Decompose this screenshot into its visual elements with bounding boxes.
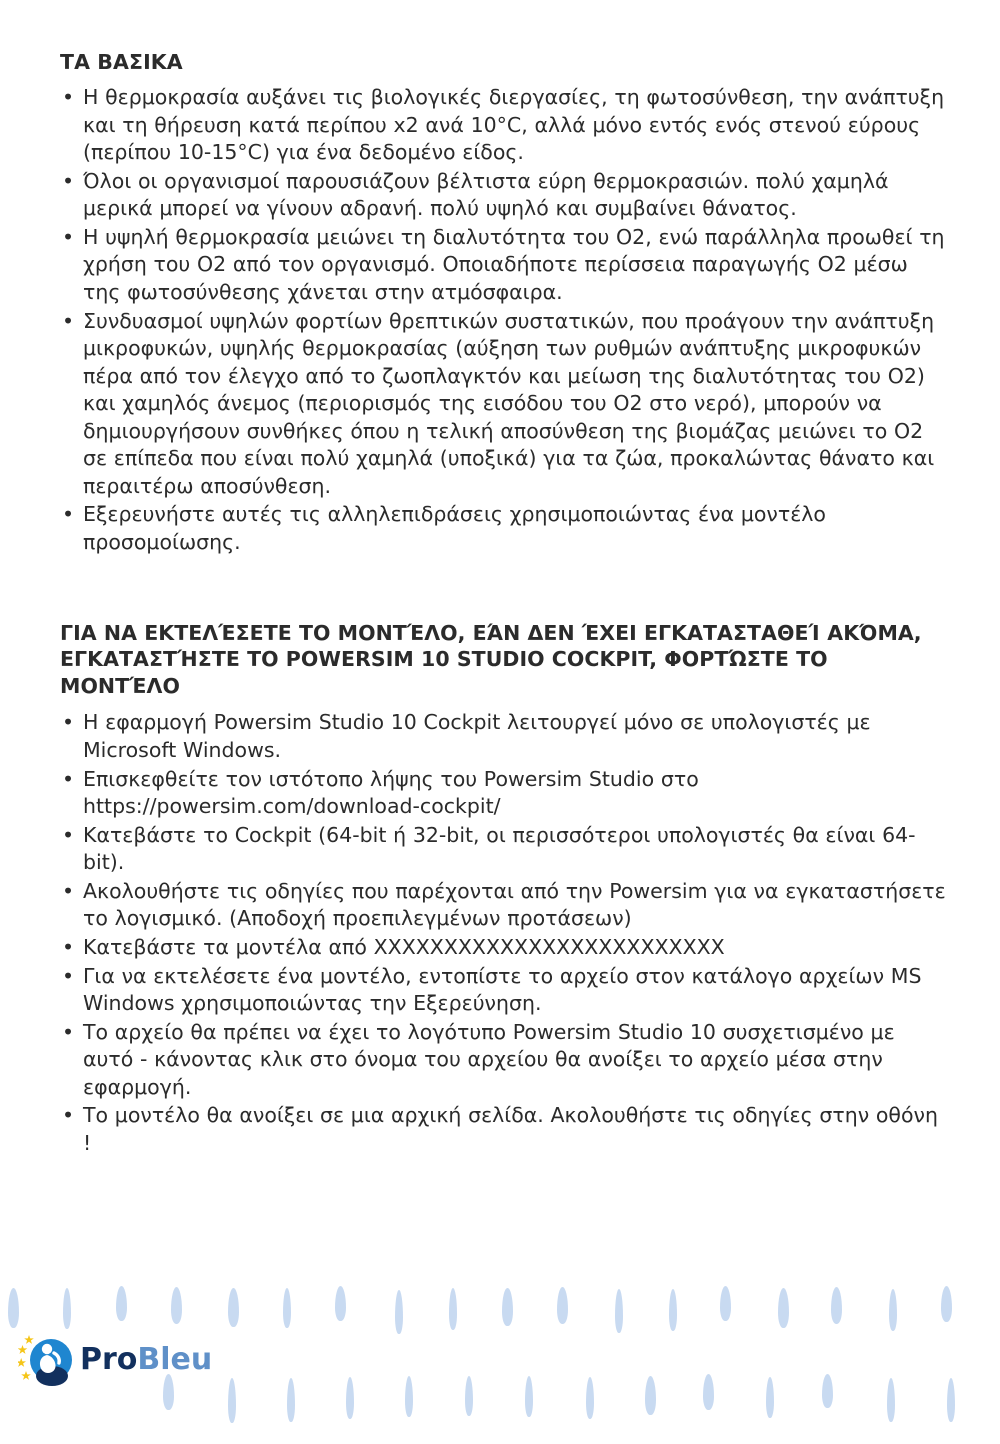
water-droplet-icon [557,1287,568,1324]
water-droplet-icon [116,1286,127,1321]
water-droplet-icon [703,1374,714,1409]
water-droplet-icon [941,1286,952,1322]
footer-decoration [0,1244,1000,1444]
water-droplet-icon [720,1286,731,1321]
list-item: • Συνδυασμοί υψηλών φορτίων θρεπτικών συστατικών, που προάγουν την ανάπτυξη μικροφυκών, υψηλής θερμοκρασίας (αύξηση των ρυθμών ανάπτυξης μικροφυκών πέρα από τον έλεγχο από το ζωοπλαγκτόν και μείωση της διαλυτότητας του Ο2) και χαμηλός άνεμος (περιορισμός της εισόδου του Ο2 στο νερό), μπορούν να δημιουργήσουν συνθήκες όπου η τελική αποσύνθεση της βιομάζας μειώνει το Ο2 σε επίπεδα που είναι πολύ χαμηλά (υποξικά) για τα ζώα, προκαλώντας θάνατο και περαιτέρω αποσύνθεση. [60,308,950,501]
water-droplet-icon [8,1288,19,1328]
list-item: • Ακολουθήστε τις οδηγίες που παρέχονται από την Powersim για να εγκαταστήσετε το λογισμικό. (Αποδοχή προεπιλεγμένων προτάσεων) [60,878,950,933]
section-spacer [60,558,950,620]
list-item: • Για να εκτελέσετε ένα μοντέλο, εντοπίστε το αρχείο στον κατάλογο αρχείων MS Windows χρησιμοποιώντας την Εξερεύνηση. [60,963,950,1018]
water-droplet-icon [171,1287,182,1324]
water-droplet-icon [615,1289,623,1332]
water-droplet-icon [766,1377,774,1418]
water-droplet-icon [287,1378,295,1422]
document-content [60,50,950,1158]
logo-text-pro: Pro [80,1342,138,1377]
water-droplet-icon [947,1378,955,1422]
list-item: • Κατεβάστε το Cockpit (64-bit ή 32-bit, οι περισσότεροι υπολογιστές θα είναι 64-bit). [60,822,950,877]
list-item: • Η υψηλή θερμοκρασία μειώνει τη διαλυτότητα του Ο2, ενώ παράλληλα προωθεί τη χρήση του Ο2 από τον οργανισμό. Οποιαδήποτε περίσσεια παραγωγής Ο2 μέσω της φωτοσύνθεσης χάνεται στην ατμόσφαιρα. [60,224,950,307]
water-droplet-icon [283,1288,291,1328]
list-item: • Εξερευνήστε αυτές τις αλληλεπιδράσεις χρησιμοποιώντας ένα μοντέλο προσομοίωσης. [60,501,950,556]
logo-text-bleu: Bleu [137,1342,213,1377]
water-droplet-icon [669,1289,677,1331]
list-item: • Η εφαρμογή Powersim Studio 10 Cockpit λειτουργεί μόνο σε υπολογιστές με Microsoft Windows. [60,709,950,764]
water-droplet-icon [645,1376,656,1415]
list-item: • Όλοι οι οργανισμοί παρουσιάζουν βέλτιστα εύρη θερμοκρασιών. πολύ χαμηλά μερικά μπορεί να γίνουν αδρανή. πολύ υψηλό και συμβαίνει θάνατος. [60,168,950,223]
water-droplet-icon [228,1288,239,1327]
water-droplet-icon [335,1286,346,1321]
water-droplet-icon [502,1288,513,1327]
water-droplet-icon [449,1288,457,1329]
water-droplet-icon [586,1377,594,1419]
section-title-basics: ΤΑ ΒΑΣΙΚΑ [60,50,183,74]
water-droplet-icon [525,1376,533,1417]
section-title-run-model: ΓΙΑ ΝΑ ΕΚΤΕΛΈΣΕΤΕ ΤΟ ΜΟΝΤΈΛΟ, ΕΆΝ ΔΕΝ ΈΧΕΙ ΕΓΚΑΤΑΣΤΑΘΕΊ ΑΚΌΜΑ, ΕΓΚΑΤΑΣΤΉΣΤΕ ΤΟ POWERSIM 10 STUDIO COCKPIT, ΦΟΡΤΏΣΤΕ ΤΟ ΜΟΝΤΈΛΟ [60,620,922,698]
water-droplet-icon [889,1289,897,1331]
water-droplet-icon [887,1378,895,1422]
list-item: • Η θερμοκρασία αυξάνει τις βιολογικές διεργασίες, τη φωτοσύνθεση, την ανάπτυξη και τη θήρευση κατά περίπου x2 ανά 10°C, αλλά μόνο εντός ενός στενού εύρους (περίπου 10-15°C) για ένα δεδομένο είδος. [60,84,950,167]
water-droplet-icon [465,1376,473,1416]
water-droplet-icon [831,1287,842,1324]
list-item: • Το μοντέλο θα ανοίξει σε μια αρχική σελίδα. Ακολουθήστε τις οδηγίες στην οθόνη ! [60,1102,950,1157]
list-item: • Επισκεφθείτε τον ιστότοπο λήψης του Powersim Studio στο https://powersim.com/download-cockpit/ [60,766,950,821]
water-droplet-icon [822,1374,833,1408]
water-droplet-icon [778,1288,789,1328]
water-droplet-icon [395,1290,403,1335]
pro-bleu-emblem-icon [18,1330,78,1390]
water-droplet-icon [346,1377,354,1419]
list-item: • Το αρχείο θα πρέπει να έχει το λογότυπο Powersim Studio 10 συσχετισμένο με αυτό - κάνοντας κλικ στο όνομα του αρχείου θα ανοίξει το αρχείο μέσα στην εφαρμογή. [60,1019,950,1102]
water-droplet-icon [228,1378,236,1423]
water-droplet-icon [405,1376,413,1417]
pro-bleu-wordmark [80,1342,213,1377]
bullet-list-run-model [60,709,950,1157]
bullet-list-basics [60,84,950,557]
pro-bleu-logo [18,1328,213,1392]
water-droplet-icon [63,1288,71,1329]
list-item: • Κατεβάστε τα μοντέλα από XXXXXXXXXXXXXXXXXXXXXXXXX [60,934,950,962]
